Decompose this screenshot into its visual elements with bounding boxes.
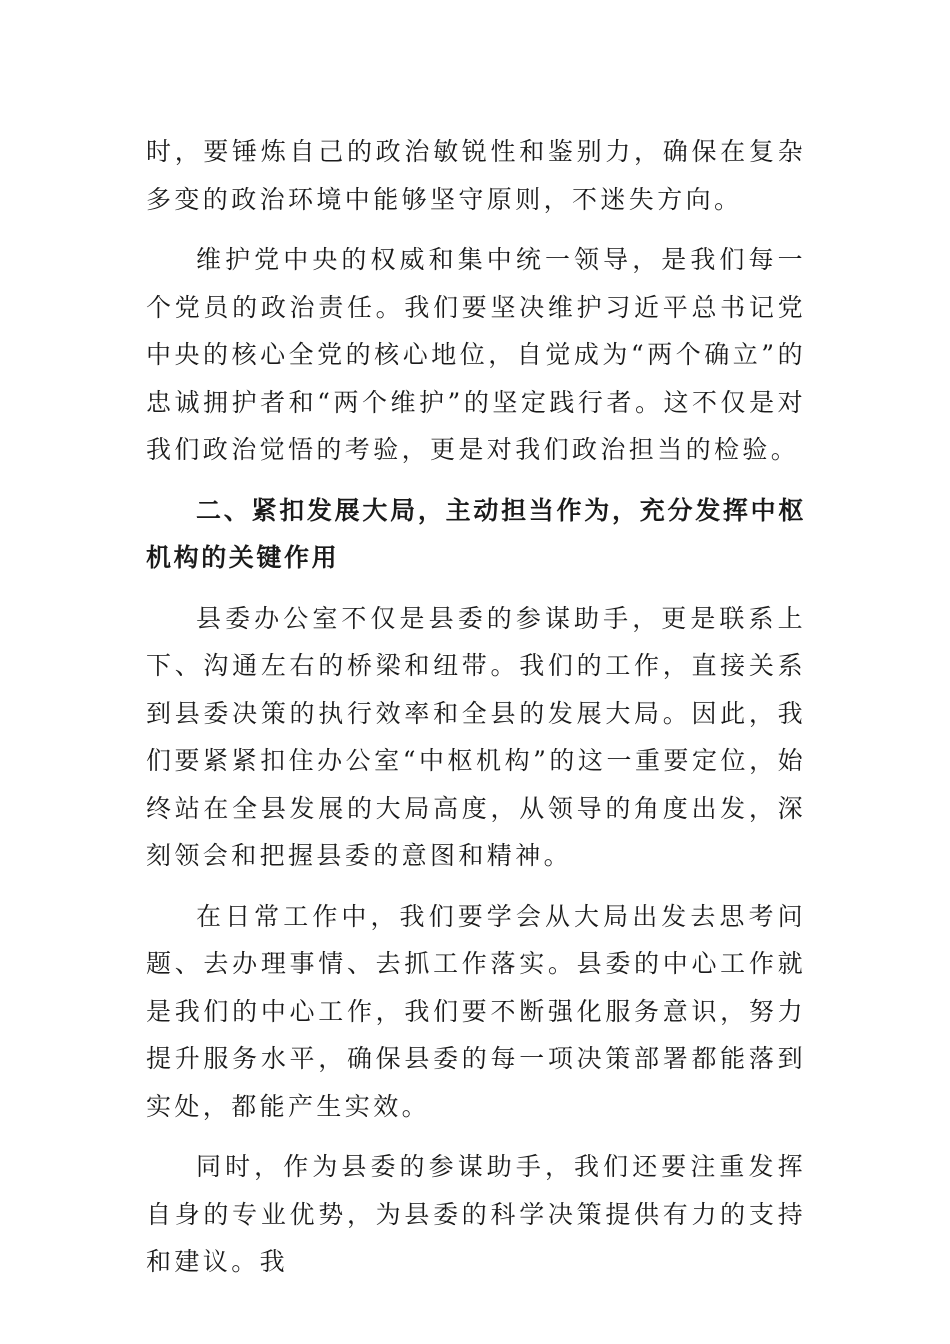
section-heading-2: 二、紧扣发展大局，主动担当作为，充分发挥中枢机构的关键作用 — [146, 495, 806, 572]
document-body — [146, 128, 806, 1299]
paragraph-daily-work: 在日常工作中，我们要学会从大局出发去思考问题、去办理事情、去抓工作落实。县委的中心工作就是我们的中心工作，我们要不断强化服务意识，努力提升服务水平，确保县委的每一项决策部署都能落到实处，都能产生实效。 — [146, 901, 806, 1121]
paragraph-advisory-role: 同时，作为县委的参谋助手，我们还要注重发挥自身的专业优势，为县委的科学决策提供有力的支持和建议。我 — [146, 1152, 806, 1276]
paragraph-office-role: 县委办公室不仅是县委的参谋助手，更是联系上下、沟通左右的桥梁和纽带。我们的工作，直接关系到县委决策的执行效率和全县的发展大局。因此，我们要紧紧扣住办公室“中枢机构”的这一重要定位，始终站在全县发展的大局高度，从领导的角度出发，深刻领会和把握县委的意图和精神。 — [146, 603, 806, 870]
paragraph-political-responsibility: 维护党中央的权威和集中统一领导，是我们每一个党员的政治责任。我们要坚决维护习近平总书记党中央的核心全党的核心地位，自觉成为“两个确立”的忠诚拥护者和“两个维护”的坚定践行者。这不仅是对我们政治觉悟的考验，更是对我们政治担当的检验。 — [146, 245, 806, 464]
paragraph-continuation: 时，要锤炼自己的政治敏锐性和鉴别力，确保在复杂多变的政治环境中能够坚守原则，不迷失方向。 — [146, 137, 806, 214]
